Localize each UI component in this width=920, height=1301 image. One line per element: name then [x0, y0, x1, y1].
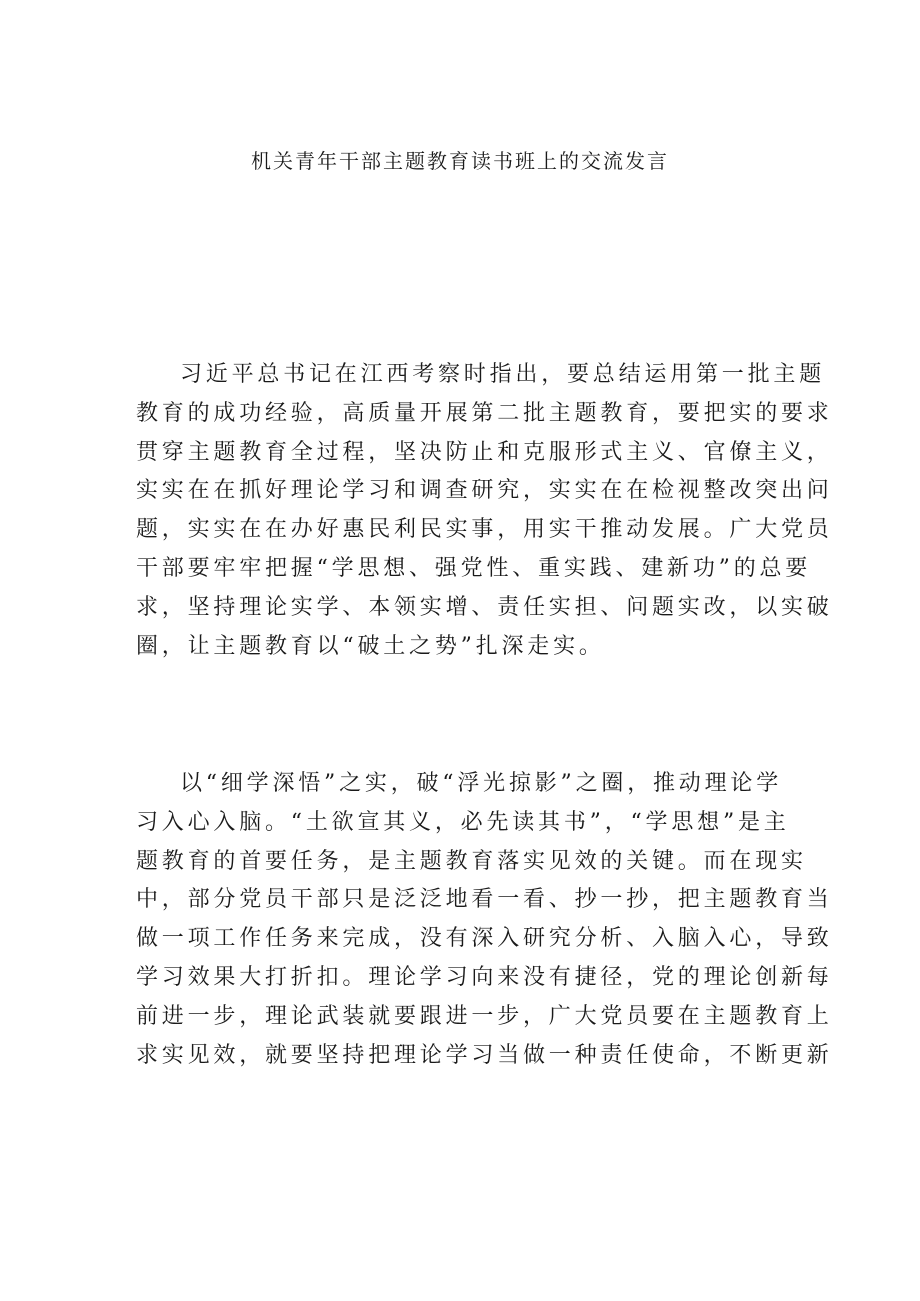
paragraph-2-line-6: 学习效果大打折扣。理论学习向来没有捷径，党的理论创新每	[136, 964, 833, 990]
paragraph-1-line-2: 教育的成功经验，高质量开展第二批主题教育，要把实的要求	[136, 400, 833, 426]
paragraph-1-line-3: 贯穿主题教育全过程，坚决防止和克服形式主义、官僚主义，	[136, 439, 833, 465]
paragraph-1	[136, 356, 833, 666]
paragraph-1-line-5: 题，实实在在办好惠民利民实事，用实干推动发展。广大党员	[136, 517, 833, 543]
paragraph-2-line-7: 前进一步，理论武装就要跟进一步，广大党员要在主题教育上	[136, 1003, 833, 1029]
paragraph-2-line-4: 中，部分党员干部只是泛泛地看一看、抄一抄，把主题教育当	[136, 887, 833, 913]
paragraph-1-line-4: 实实在在抓好理论学习和调查研究，实实在在检视整改突出问	[136, 478, 833, 504]
paragraph-1-line-1: 习近平总书记在江西考察时指出，要总结运用第一批主题	[180, 362, 826, 387]
paragraph-1-line-7: 求，坚持理论实学、本领实增、责任实担、问题实改，以实破	[136, 594, 833, 620]
paragraph-2-line-3: 题教育的首要任务，是主题教育落实见效的关键。而在现实	[136, 848, 807, 874]
paragraph-1-line-8: 圈，让主题教育以“破土之势”扎深走实。	[136, 633, 605, 659]
paragraph-2	[136, 765, 833, 1075]
paragraph-2-line-8: 求实见效，就要坚持把理论学习当做一种责任使命，不断更新	[136, 1042, 833, 1068]
paragraph-1-line-6: 干部要牢牢把握“学思想、强党性、重实践、建新功”的总要	[136, 555, 812, 581]
paragraph-2-line-2: 习入心入脑。“土欲宣其义，必先读其书”，“学思想”是主	[136, 809, 790, 835]
document-title: 机关青年干部主题教育读书班上的交流发言	[251, 149, 669, 173]
paragraph-2-line-1: 以“细学深悟”之实，破“浮光掠影”之圈，推动理论学	[180, 771, 782, 796]
paragraph-2-line-5: 做一项工作任务来完成，没有深入研究分析、入脑入心，导致	[136, 926, 833, 952]
